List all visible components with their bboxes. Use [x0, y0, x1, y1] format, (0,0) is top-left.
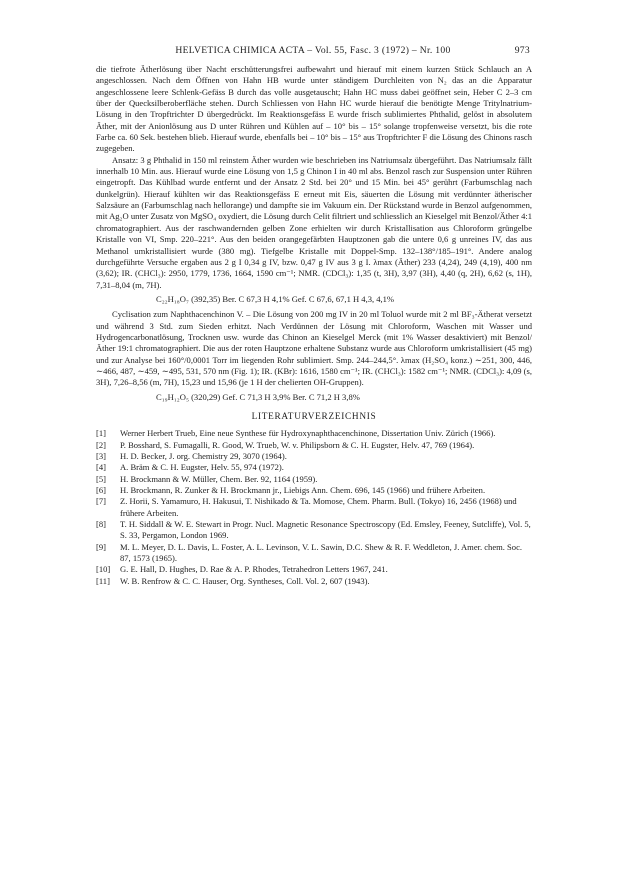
reference-text: T. H. Siddall & W. E. Stewart in Progr. Nucl. Magnetic Resonance Spectroscopy (Ed. Emsley, Feeney, Sutcliffe), Vol. 5, S. 33, Pergamon, London 1969. [120, 519, 531, 541]
page-number: 973 [514, 45, 530, 56]
reference-text: H. Brockmann & W. Müller, Chem. Ber. 92, 1164 (1959). [120, 473, 318, 484]
reference-item [96, 462, 532, 473]
reference-number: [3] [96, 451, 106, 461]
reference-text: H. Brockmann, R. Zunker & H. Brockmann jr., Liebigs Ann. Chem. 696, 145 (1966) und frühere Arbeiten. [120, 485, 486, 496]
reference-number: [2] [96, 439, 106, 450]
reference-number: [11] [96, 575, 110, 586]
reference-number: [6] [96, 485, 106, 496]
references-heading: LITERATURVERZEICHNIS [251, 411, 377, 422]
reference-item [96, 519, 532, 542]
article-body [96, 64, 532, 587]
paragraph-procedure: die tiefrote Ätherlösung über Nacht erschütterungsfrei aufbewahrt und hierauf mit einem kurzen Stück Schlauch an A angeschlossen. Nach dem Öffnen von Hahn HB wurde unter ständigem Durchleiten von N₂ das an die Apparatur angeschlossene leere Schlenk-Gefäss B durch das volle ausgetauscht; Hahn HC muss dabei geöffnet sein, Heber C 2–3 cm über der Quecksilberoberfläche stehen. Durch Schliessen von Hahn HC wurde hierauf die benötigte Menge Tritylnatrium-Lösung in den Tropftrichter D übergedrückt. Im Reaktionsgefäss E wurde frisch sublimiertes Phthalid, gelöst in absolutem Äther, mit der Anionlösung aus D unter Rühren und Kühlen auf – 10° bis – 15° solange tropfenweise versetzt, bis die rote Farbe ca. 60 Sek. bestehen blieb. Hierauf wurde, ebenfalls bei – 10° bis – 15° aus Tropftrichter F die Lösung des Chinons rasch zugegeben. [96, 64, 532, 154]
reference-text: P. Bosshard, S. Fumagalli, R. Good, W. Trueb, W. v. Philipsborn & C. H. Eugster, Helv. 47, 769 (1964). [120, 439, 475, 450]
analysis-line-iv: C₂₂H₁₈O₇ (392,35) Ber. C 67,3 H 4,1% Gef. C 67,6, 67,1 H 4,3, 4,1% [156, 293, 395, 304]
reference-text: W. B. Renfrow & C. C. Hauser, Org. Syntheses, Coll. Vol. 2, 607 (1943). [120, 575, 370, 586]
page-header [96, 45, 530, 59]
reference-item [96, 485, 532, 496]
reference-list [96, 428, 532, 587]
analysis-line-v: C₁₉H₁₂O₅ (320,29) Gef. C 71,3 H 3,9% Ber. C 71,2 H 3,8% [156, 391, 360, 402]
reference-text: Z. Horii, S. Yamamuro, H. Hakusui, T. Nishikado & Ta. Momose, Chem. Pharm. Bull. (Tokyo) 16, 2456 (1968) und frühere Arbeiten. [120, 496, 517, 518]
reference-item [96, 474, 532, 485]
reference-number: [8] [96, 519, 106, 530]
paragraph-ansatz: Ansatz: 3 g Phthalid in 150 ml reinstem Äther wurden wie beschrieben ins Natriumsalz übergeführt. Das Natriumsalz fällt innerhalb 10 Min. aus. Hierauf wurde eine Lösung von 1,5 g Chinon I in 40 ml abs. Benzol rasch zur Suspension unter Rühren eingetropft. Das Kühlbad wurde entfernt und der Ansatz 2 Std. bei 20° und 15 Min. bei 45° gerührt (Farbumschlag nach dunkelgrün). Hierauf kühlten wir das Reaktionsgefäss E erneut mit Eis, säuerten die Lösung mit verdünnter ätherischer Salzsäure an (Farbumschlag nach hellorange) und dampfte sie im Vakuum ein. Der Rückstand wurde in Benzol aufgenommen, mit Ag₂O unter Zusatz von MgSO₄ oxydiert, die Lösung durch Celit filtriert und schliesslich an Kieselgel mit Benzol/Äther 4:1 chromatographiert. Aus der raschwandernden gelben Zone erhielten wir durch Kristallisation aus Chloroform grüngelbe Kristalle von VI, Smp. 220–221°. Aus den beiden orangegefärbten Hauptzonen gab die untere 0,6 g unreines IV, das aus Methanol umkristallisiert wurde (380 mg). Tiefgelbe Kristalle mit Doppel-Smp. 132–138°/185–191°. Andere analog durchgeführte Versuche ergaben aus 2 g I 0,34 g IV, bzw. 0,47 g IV aus 3 g I. λmax (Äther) 233 (4,24), 249 (4,19), 400 nm (3,62); IR. (CHCl₃): 2950, 1779, 1736, 1664, 1590 cm⁻¹; NMR. (CDCl₃): 1,35 (t, 3H), 3,97 (3H), 4,40 (q, 2H), 6,62 (s, 1H), 7,31–8,04 (m, 7H). [96, 154, 532, 290]
reference-number: [5] [96, 473, 106, 484]
reference-number: [7] [96, 496, 106, 507]
reference-item [96, 428, 532, 439]
reference-text: A. Bräm & C. H. Eugster, Helv. 55, 974 (1972). [120, 462, 284, 473]
reference-text: Werner Herbert Trueb, Eine neue Synthese für Hydroxynaphthacenchinone, Dissertation Univ. Zürich (1966). [120, 428, 496, 439]
reference-item [96, 542, 532, 565]
running-head: HELVETICA CHIMICA ACTA – Vol. 55, Fasc. 3 (1972) – Nr. 100 [175, 45, 451, 56]
reference-number: [1] [96, 428, 106, 439]
reference-number: [10] [96, 564, 111, 575]
reference-text: G. E. Hall, D. Hughes, D. Rae & A. P. Rhodes, Tetrahedron Letters 1967, 241. [120, 564, 388, 575]
reference-item [96, 440, 532, 451]
paragraph-cyclisation: Cyclisation zum Naphthacenchinon V. – Die Lösung von 200 mg IV in 20 ml Toluol wurde mit 2 ml BF₃-Ätherat versetzt und während 3 Std. zum Sieden erhitzt. Nach Verdünnen der Lösung mit Chloroform, Waschen mit Wasser und Hydrogencarbonatlösung, Trocknen usw. wurde das Chinon an Kieselgel Merck (mit 1% Wasser desaktiviert) mit Benzol/Äther 19:1 chromatographiert. Die aus der roten Hauptzone erhaltene Substanz wurde aus Chloroform umkristallisiert (45 mg) und zur Analyse bei 160°/0,0001 Torr im liegenden Rohr sublimiert. Smp. 244–244,5°. λmax (H₂SO₄ konz.) ∼251, 300, 446, ∼466, 487, ∼459, ∼495, 531, 570 nm (Fig. 1); IR. (KBr): 1616, 1580 cm⁻¹; IR. (CHCl₃): 1582 cm⁻¹; NMR. (CDCl₃): 4,09 (s, 3H), 7,26–8,56 (m, 7H), 15,23 und 15,96 (je 1 H der chelierten OH-Gruppen). [96, 309, 532, 388]
reference-text: H. D. Becker, J. org. Chemistry 29, 3070 (1964). [120, 451, 287, 461]
reference-item [96, 564, 532, 575]
reference-item [96, 496, 532, 519]
reference-number: [4] [96, 462, 106, 473]
reference-number: [9] [96, 541, 106, 552]
reference-item [96, 576, 532, 587]
reference-item [96, 451, 532, 462]
reference-text: M. L. Meyer, D. L. Davis, L. Foster, A. L. Levinson, V. L. Sawin, D.C. Shew & R. F. Weddleton, J. Amer. chem. Soc. 87, 1573 (1965). [120, 541, 522, 564]
